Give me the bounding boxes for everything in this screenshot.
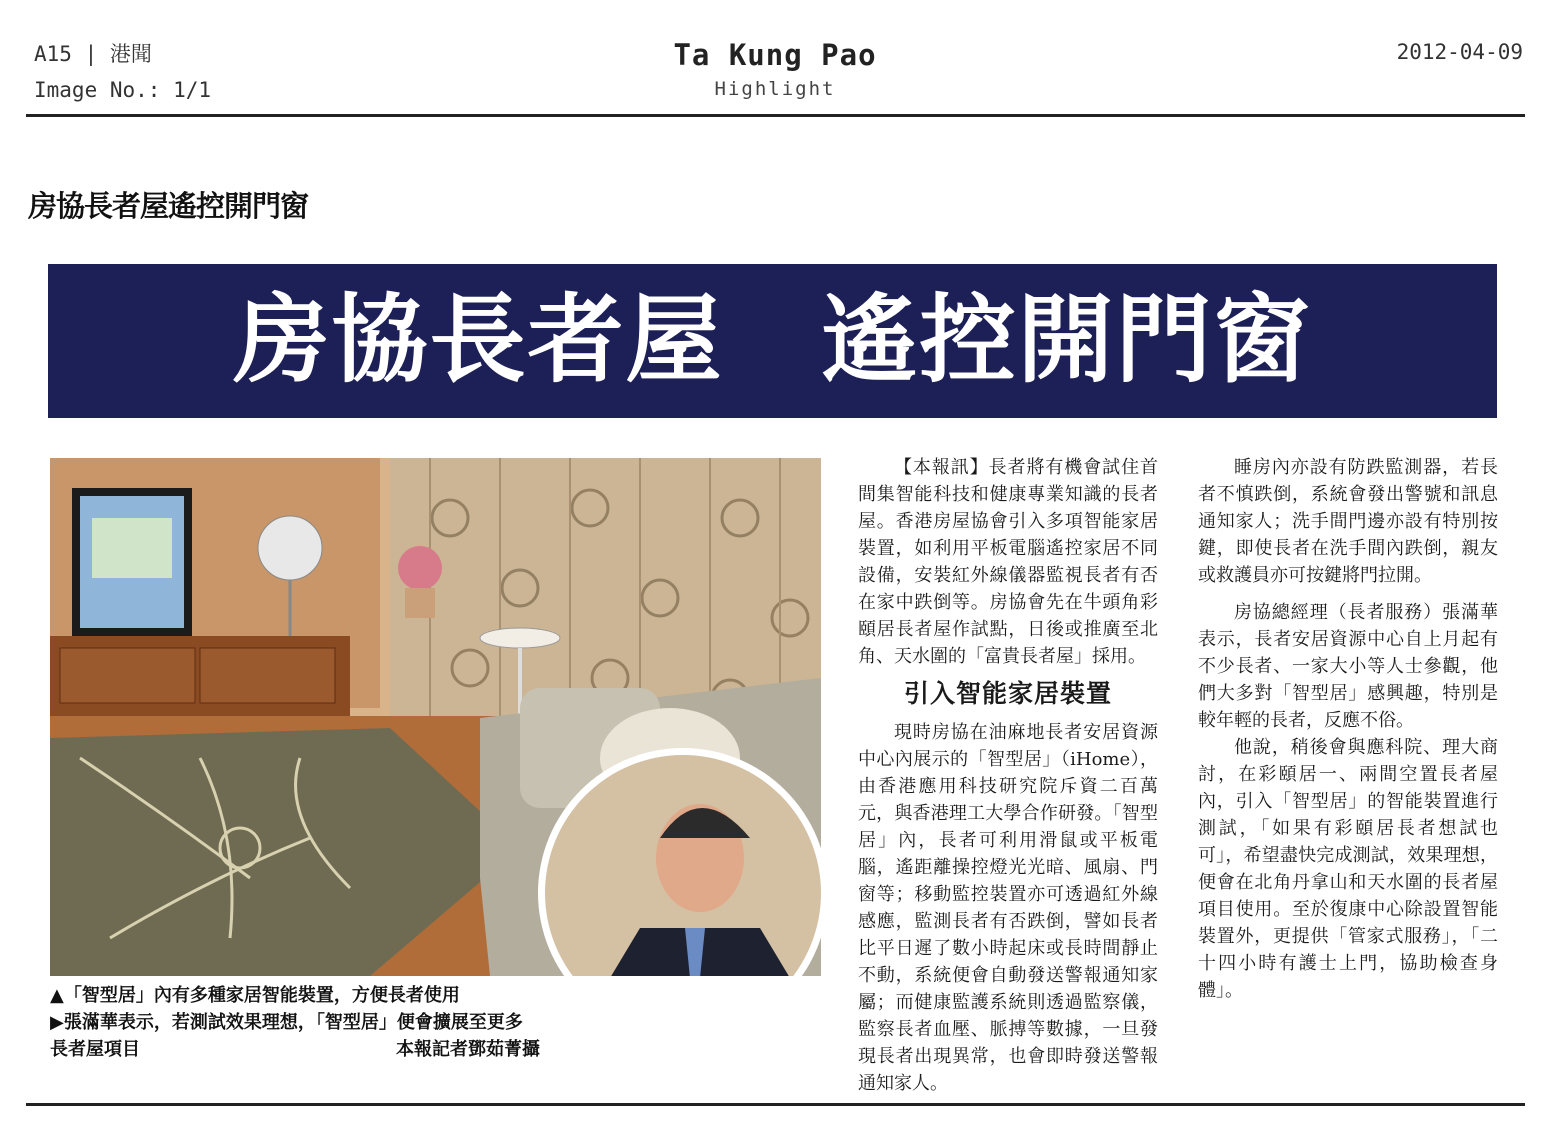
article-paragraph-1: 【本報訊】長者將有機會試住首間集智能科技和健康專業知識的長者屋。香港房屋協會引入多項智能家居裝置，如利用平板電腦遙控家居不同設備，安裝紅外線儀器監視長者有否在家中跌倒等。房協會先在牛頭角彩頤居長者屋作試點，日後或推廣至北角、天水圍的「富貴長者屋」採用。 xyxy=(858,457,1158,667)
masthead xyxy=(600,38,950,100)
headline: 房協長者屋 遙控開門窗 xyxy=(233,283,1312,396)
article-column-2 xyxy=(1198,454,1498,1004)
living-room-photo xyxy=(50,458,821,976)
photo-credit: 本報記者鄧茹菁攝 xyxy=(396,1039,540,1060)
page-section: A15 | 港聞 xyxy=(34,42,152,66)
image-number: Image No.: 1/1 xyxy=(34,78,212,102)
article-subheading: 引入智能家居裝置 xyxy=(903,679,1112,708)
caption-line-1: ▲「智型居」內有多種家居智能裝置，方便長者使用 xyxy=(50,985,460,1006)
article-paragraph-2: 現時房協在油麻地長者安居資源中心內展示的「智型居」（iHome），由香港應用科技研究院斥資二百萬元，與香港理工大學合作研發。「智型居」內，長者可利用滑鼠或平板電腦，遙距離操控燈光光暗、風扇、門窗等；移動監控裝置亦可透過紅外線感應，監測長者有否跌倒，譬如長者比平日遲了數小時起床或長時間靜止不動，系統便會自動發送警報通知家屬；而健康監護系統則透過監察儀，監察長者血壓、脈搏等數據，一旦發現長者出現異常，也會即時發送警報通知家人。 xyxy=(858,722,1158,1094)
caption-line-2 xyxy=(50,1009,540,1063)
article-photo xyxy=(50,458,821,976)
article-paragraph-4: 房協總經理（長者服務）張滿華表示，長者安居資源中心自上月起有不少長者、一家大小等人士參觀，他們大多對「智型居」感興趣，特別是較年輕的長者，反應不俗。 xyxy=(1198,602,1498,731)
caption-line-2-text: ▶張滿華表示，若測試效果理想，「智型居」便會擴展至更多長者屋項目 xyxy=(50,1012,523,1060)
article-column-1 xyxy=(858,454,1158,1097)
publication-date: 2012-04-09 xyxy=(1396,40,1523,64)
paper-name: Ta Kung Pao xyxy=(673,38,877,72)
headline-banner xyxy=(48,264,1497,418)
article-paragraph-5: 他說，稍後會與應科院、理大商討，在彩頤居一、兩間空置長者屋內，引入「智型居」的智能裝置進行測試，「如果有彩頤居長者想試也可」，希望盡快完成測試，效果理想，便會在北角丹拿山和天水圍的長者屋項目使用。至於復康中心除設置智能裝置外，更提供「管家式服務」，「二十四小時有護士上門，協助檢查身體」。 xyxy=(1198,737,1498,1001)
article-paragraph-3: 睡房內亦設有防跌監測器，若長者不慎跌倒，系統會發出警號和訊息通知家人；洗手間門邊亦設有特別按鍵，即使長者在洗手間內跌倒，親友或救護員亦可按鍵將門拉開。 xyxy=(1198,457,1498,586)
footer-divider xyxy=(26,1103,1525,1106)
paper-subtitle: Highlight xyxy=(714,78,836,100)
clip-title: 房協長者屋遙控開門窗 xyxy=(28,189,309,223)
photo-caption xyxy=(50,982,540,1063)
page-header-left xyxy=(34,36,211,108)
header-divider xyxy=(26,114,1525,117)
